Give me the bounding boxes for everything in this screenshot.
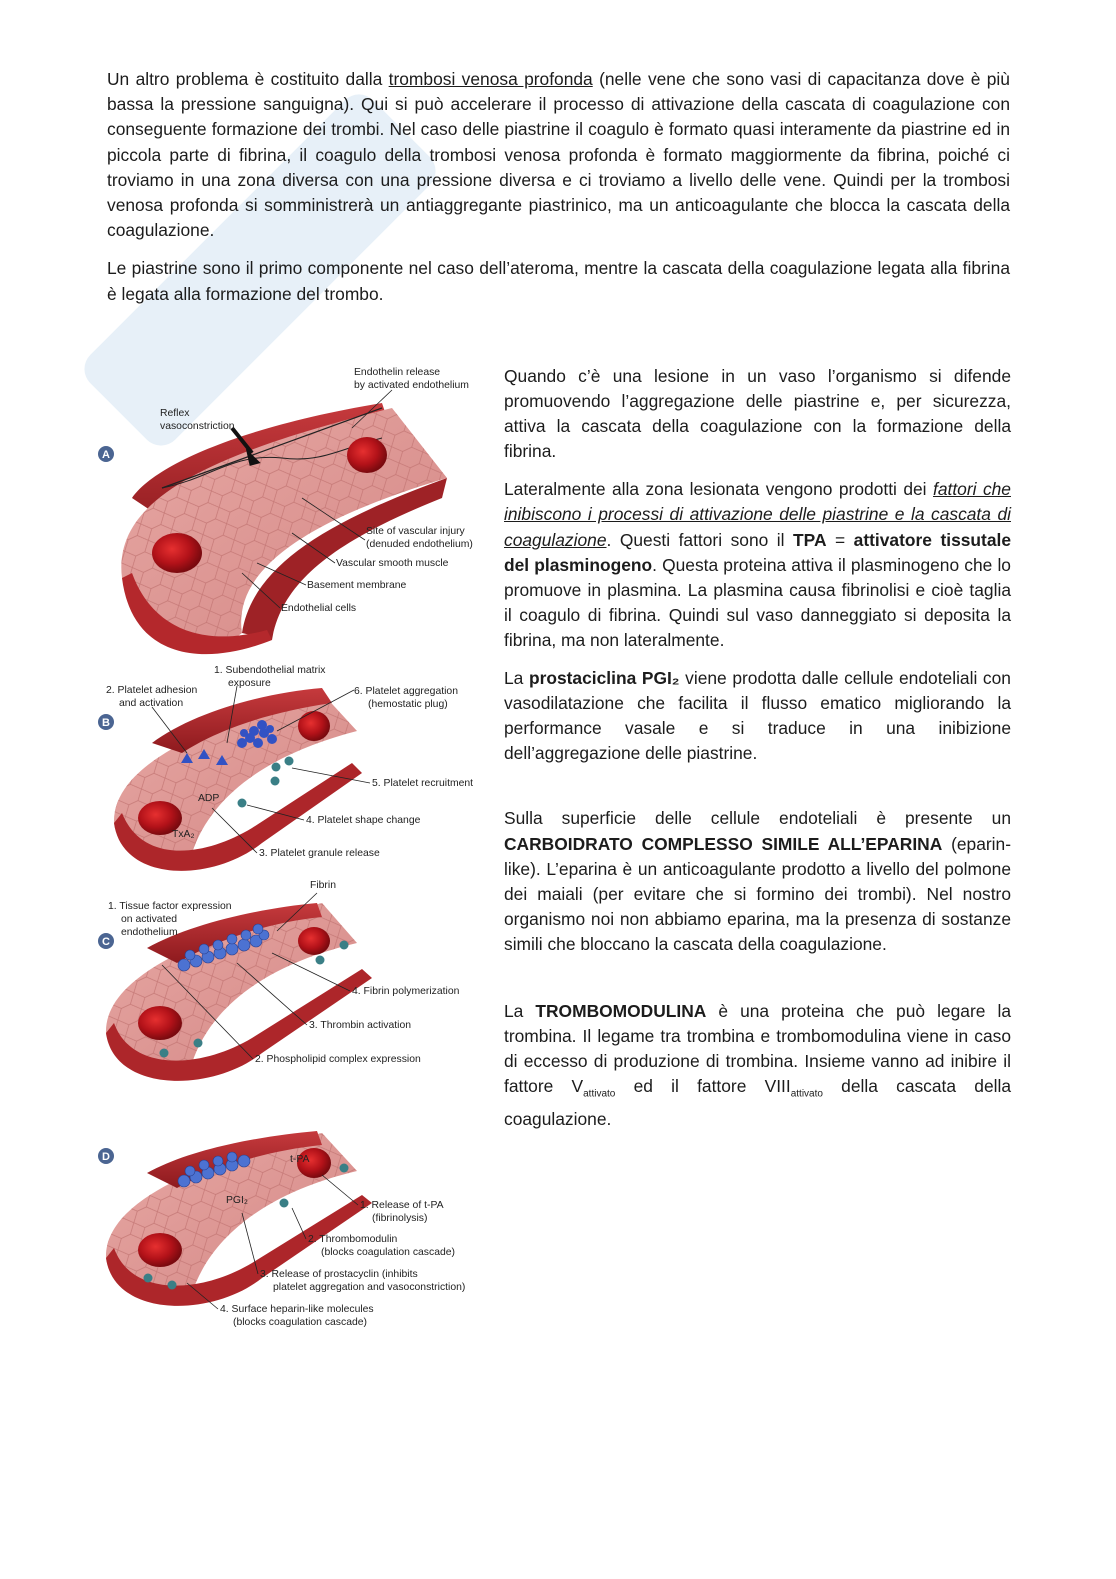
right-paragraph-3: La prostaciclina PGI₂ viene prodotta dalle cellule endoteliali con vasodilatazione che facilita il flusso ematico migliorando la performance vasale e si traduce in una inibizione dell’aggregazione delle piastrine. (504, 668, 1011, 764)
svg-text:3. Release of prostacyclin (in: 3. Release of prostacyclin (inhibits (260, 1269, 418, 1280)
intro-paragraph-1: Un altro problema è costituito dalla trombosi venosa profonda (nelle vene che sono vasi di capacitanza dove è più bassa la pressione sanguigna). Qui si può accelerare il processo di attivazione della cascata di coagulazione con conseguente formazione dei trombi. Nel caso delle piastrine il coagulo è formato quasi interamente da piastrine ed in piccola parte di fibrina, il coagulo della trombosi venosa profonda è formato maggiormente da fibrina, poiché ci troviamo in una zona diversa con una pressione diversa e ci troviamo a livello delle vene. Quindi per la trombosi venosa profonda si somministrerà un antiaggregante piastrinico, ma un anticoagulante che blocca la cascata della coagulazione. (107, 69, 1010, 241)
svg-text:5. Platelet recruitment: 5. Platelet recruitment (372, 778, 474, 789)
svg-text:PGI₂: PGI₂ (226, 1195, 248, 1206)
right-paragraph-4: Sulla superficie delle cellule endoteliali è presente un CARBOIDRATO COMPLESSO SIMILE ALL’EPARINA (eparin-like). L’eparina è un anticoagulante prodotto a livello del polmone dei maiali (per evitare che si formino dei trombi). Nel nostro organismo noi non abbiamo eparina, ma la presenza di sostanze simili che bloccano la cascata della coagulazione. (504, 808, 1011, 954)
svg-text:exposure: exposure (228, 678, 271, 689)
panel-a (98, 367, 473, 654)
svg-text:2. Thrombomodulin: 2. Thrombomodulin (308, 1234, 398, 1245)
svg-text:TxA₂: TxA₂ (172, 829, 195, 840)
underlined-term: trombosi venosa profonda (388, 69, 593, 89)
svg-text:3. Platelet granule release: 3. Platelet granule release (259, 848, 380, 859)
panel-d (98, 1131, 465, 1328)
svg-text:A: A (102, 449, 110, 461)
svg-text:platelet aggregation and vasoc: platelet aggregation and vasoconstriction) (273, 1282, 466, 1293)
svg-text:4. Platelet shape change: 4. Platelet shape change (306, 815, 421, 826)
svg-text:1. Release of t-PA: 1. Release of t-PA (360, 1200, 444, 1211)
svg-text:2. Platelet adhesion: 2. Platelet adhesion (106, 685, 198, 696)
svg-text:(denuded endothelium): (denuded endothelium) (366, 539, 473, 550)
intro-paragraph-2: Le piastrine sono il primo componente nel caso dell’ateroma, mentre la cascata della coagulazione legata alla fibrina è legata alla formazione del trombo. (107, 258, 1010, 304)
svg-text:Site of vascular injury: Site of vascular injury (366, 526, 465, 537)
svg-text:1. Subendothelial matrix: 1. Subendothelial matrix (214, 665, 326, 676)
svg-text:by activated endothelium: by activated endothelium (354, 380, 469, 391)
svg-text:C: C (102, 936, 110, 948)
svg-text:on activated: on activated (121, 914, 178, 925)
svg-text:endothelium: endothelium (121, 927, 178, 938)
right-column-text (504, 364, 1011, 1145)
svg-text:Vascular smooth muscle: Vascular smooth muscle (336, 558, 449, 569)
svg-text:Fibrin: Fibrin (310, 880, 336, 891)
svg-text:(hemostatic plug): (hemostatic plug) (368, 699, 448, 710)
svg-text:2. Phospholipid complex expres: 2. Phospholipid complex expression (255, 1054, 421, 1065)
svg-text:4. Fibrin polymerization: 4. Fibrin polymerization (352, 986, 460, 997)
svg-text:(fibrinolysis): (fibrinolysis) (372, 1213, 428, 1224)
svg-text:D: D (102, 1151, 110, 1163)
svg-text:(blocks coagulation cascade): (blocks coagulation cascade) (321, 1247, 455, 1258)
svg-text:t-PA: t-PA (290, 1154, 310, 1165)
svg-text:Endothelial cells: Endothelial cells (281, 603, 357, 614)
svg-text:3. Thrombin activation: 3. Thrombin activation (309, 1020, 412, 1031)
panel-b (98, 665, 473, 871)
coagulation-figure (92, 358, 492, 1343)
svg-text:1. Tissue factor expression: 1. Tissue factor expression (108, 901, 232, 912)
right-paragraph-1: Quando c’è una lesione in un vaso l’organismo si difende promuovendo l’aggregazione delle piastrine e, per sicurezza, attiva la cascata della coagulazione con la formazione della fibrina. (504, 366, 1011, 462)
right-paragraph-2: Lateralmente alla zona lesionata vengono prodotti dei fattori che inibiscono i processi di attivazione delle piastrine e la cascata di coagulazione. Questi fattori sono il TPA = attivatore tissutale del plasminogeno. Questa proteina attiva il plasminogeno che lo promuove in plasmina. La plasmina causa fibrinolisi e cioè taglia il coagulo di fibrina. Quindi sul vaso danneggiato si deposita la fibrina, ma non lateralmente. (504, 479, 1012, 650)
intro-text (107, 67, 1010, 307)
svg-text:(blocks coagulation cascade): (blocks coagulation cascade) (233, 1317, 367, 1328)
right-paragraph-5: La TROMBOMODULINA è una proteina che può legare la trombina. Il legame tra trombina e trombomodulina viene in caso di eccesso di produzione di trombina. Insieme vanno ad inibire il fattore $V_{attivato}$ ed il fattore $VIII_{attivato}$ della cascata della coagulazione. (504, 1000, 1012, 1129)
svg-text:vasoconstriction: vasoconstriction (160, 421, 235, 432)
svg-text:ADP: ADP (198, 793, 220, 804)
svg-text:6. Platelet aggregation: 6. Platelet aggregation (354, 686, 458, 697)
svg-text:Endothelin release: Endothelin release (354, 367, 441, 378)
svg-text:Basement membrane: Basement membrane (307, 580, 407, 591)
svg-text:4. Surface heparin-like molecu: 4. Surface heparin-like molecules (220, 1304, 374, 1315)
svg-text:B: B (102, 717, 110, 729)
panel-c (98, 880, 460, 1081)
svg-text:and activation: and activation (119, 698, 184, 709)
svg-text:Reflex: Reflex (160, 408, 190, 419)
